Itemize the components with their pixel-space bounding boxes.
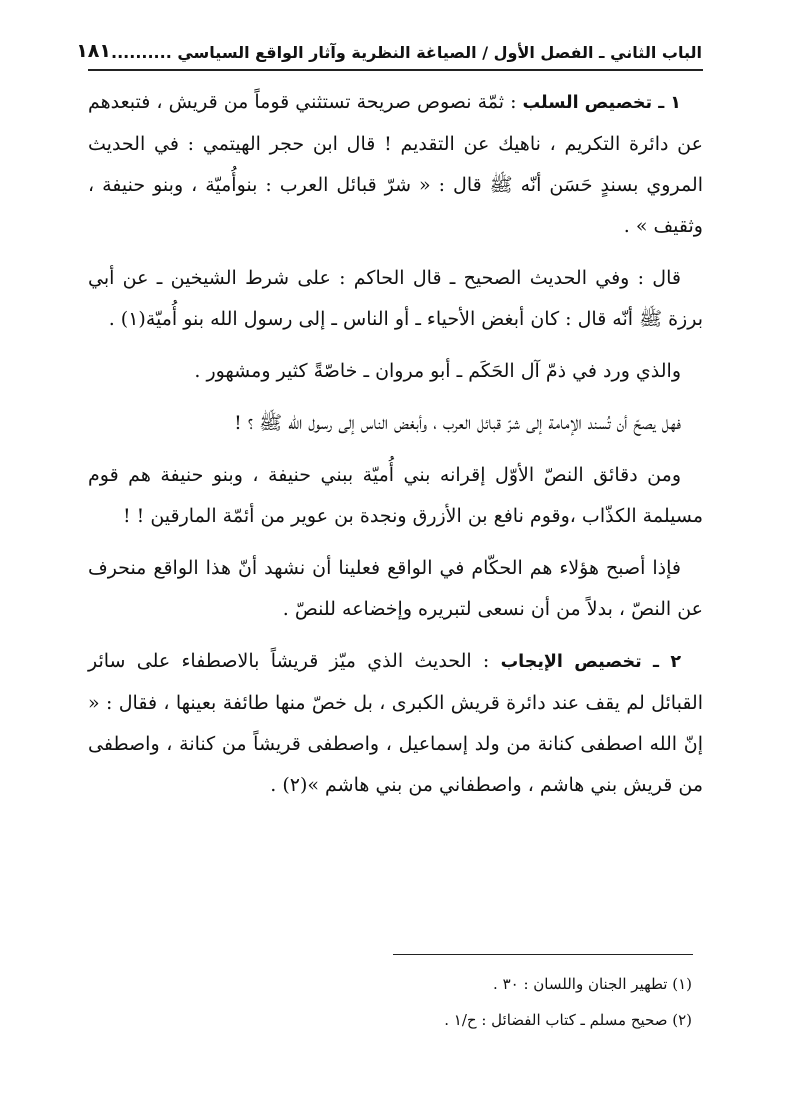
footnote: (١) تطهير الجنان واللسان : ٣٠ .	[493, 975, 692, 993]
page-number: ١٨١	[76, 40, 111, 62]
footnote: (٢) صحيح مسلم ـ كتاب الفضائل : ح/١ .	[444, 1011, 692, 1029]
paragraph-text: والذي ورد في ذمّ آل الحَكَم ـ أبو مروان ـ خاصّةً كثير ومشهور .	[194, 360, 681, 382]
paragraph-text: : ثمّة نصوص صريحة تستثني قوماً من قريش ، فتبعدهم عن دائرة التكريم ، ناهيك عن التقديم ! قال ابن حجر الهيتمي : في الحديث المروي بسندٍ حَسَن أنّه ﷺ قال : « شرّ قبائل العرب : بنوأُميّة ، وبنو حنيفة ، وثقيف » .	[88, 91, 703, 237]
footnotes	[200, 966, 692, 1038]
section-lead: ١ ـ تخصيص السلب	[522, 93, 681, 113]
running-title: الباب الثاني ـ الفصل الأول / الصياغة النظرية وآثار الواقع السياسي ..........	[111, 43, 702, 62]
paragraph	[88, 455, 703, 537]
paragraph	[88, 258, 703, 340]
paragraph	[88, 403, 703, 444]
paragraph-text: ومن دقائق النصّ الأوّل إقرانه بني أُميّة ببني حنيفة ، وبنو حنيفة هم قوم مسيلمة الكذّاب ،وقوم نافع بن الأزرق ونجدة بن عوير من أئمّة المارقين ! !	[88, 464, 703, 527]
paragraph-text: : الحديث الذي ميّز قريشاً بالاصطفاء على سائر القبائل لم يقف عند دائرة قريش الكبرى ، بل خصّ منها طائفة بعينها ، فقال : « إنّ الله اصطفى كنانة من ولد إسماعيل ، واصطفى قريشاً من كنانة ، واصطفى من قريش بني هاشم ، واصطفاني من بني هاشم »(٢) .	[88, 650, 703, 796]
footnote-rule	[393, 954, 693, 955]
paragraph-text: فإذا أصبح هؤلاء هم الحكّام في الواقع فعلينا أن نشهد أنّ هذا الواقع منحرف عن النصّ ، بدلاً من أن نسعى لتبريره وإخضاعه للنصّ .	[88, 557, 703, 620]
paragraph	[88, 351, 703, 392]
paragraph	[88, 641, 703, 806]
header-rule	[88, 69, 703, 71]
section-lead: ٢ ـ تخصيص الإيجاب	[500, 652, 681, 672]
paragraph	[88, 548, 703, 630]
paragraph-text: قال : وفي الحديث الصحيح ـ قال الحاكم : على شرط الشيخين ـ عن أبي برزة ﷺ أنّه قال : كان أبغض الأحياء ـ أو الناس ـ إلى رسول الله بنو أُميّة(١) .	[88, 267, 703, 330]
main-text	[88, 82, 703, 817]
paragraph	[88, 82, 703, 247]
paragraph-text: فهل يصحّ أن تُسند الإمامة إلى شرّ قبائل العرب ، وأبغض الناس إلى رسول الله ﷺ ؟ !	[234, 412, 681, 434]
page-header	[76, 28, 702, 62]
